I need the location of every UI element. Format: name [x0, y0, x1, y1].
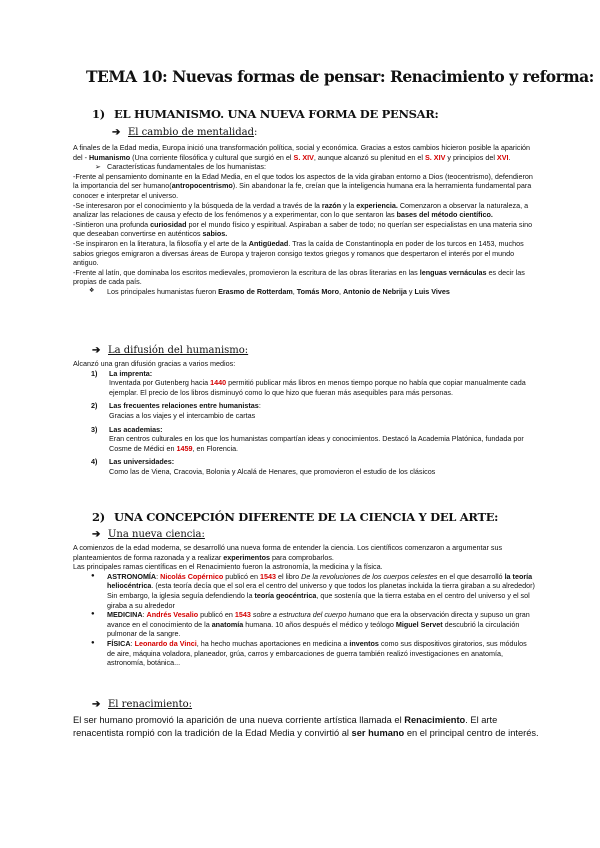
paragraph: A comienzos de la edad moderna, se desarrolló una nueva forma de entender la ciencia. Los científicos comenzaron a argumentar sus planteamientos de forma razonada y a realizar experimentos para comprobarlos. [73, 543, 503, 562]
page-title: TEMA 10: Nuevas formas de pensar: Renacimiento y reforma: [86, 67, 594, 86]
paragraph: -Frente al latín, que dominaba los escritos medievales, promovieron la escritura de las obras literarias en las lenguas vernáculas es decir las propias de cada país. [73, 267, 525, 287]
paragraph: -Se inspiraron en la literatura, la filosofía y el arte de la Antigüedad. Tras la caída de Constantinopla en poder de los turcos en 1453, muchos sabios griegos emigraron a diversas áreas de Europa y trajeron consigo textos griegos y romanos que despertaron el interés por el mundo antiguo. [73, 238, 524, 268]
paragraph: El ser humano promovió la aparición de una nueva corriente artística llamada el Renacimiento. El arte renacentista rompió con la tradición de la Edad Media y convirtió al ser humano en el principal centro de interés. [73, 715, 539, 738]
subheading-text: La difusión del humanismo: [108, 345, 249, 356]
list-heading: ➢ Características fundamentales de los humanistas: [95, 162, 267, 172]
paragraph: Las principales ramas científicas en el Renacimiento fueron la astronomía, la medicina y la física. [73, 562, 383, 572]
section-1-body [73, 143, 535, 297]
section-2-body [73, 543, 535, 668]
subheading-difusion [92, 346, 248, 356]
paragraph: Alcanzó una gran difusión gracias a varios medios: [73, 359, 236, 368]
list-item: 4) Las universidades: Como las de Viena, Cracovia, Bolonia y Alcalá de Henares, que promovieron el estudio de los clásicos [91, 457, 436, 476]
list-item: 2) Las frecuentes relaciones entre humanistas: Gracias a los viajes y el intercambio de cartas [91, 401, 261, 420]
subheading-text: El renacimiento: [108, 699, 193, 710]
list-item: ● MEDICINA: Andrés Vesalio publicó en 1543 sobre a estructura del cuerpo humano que era la observación directa y supuso un gran avance en el conocimiento de la anatomía humana. 10 años después el médico y teólogo Miguel Servet descubrió la circulación pulmonar de la sangre. [91, 610, 530, 639]
subheading-text: Una nueva ciencia: [108, 529, 205, 540]
paragraph: A finales de la Edad media, Europa inició una transformación política, social y económica. Gracias a estos cambios hicieron posible la aparición del - Humanismo (Una corriente filosófica y cultural que surgió en el S. XIV, aunque alcanzó su plenitud en el S. XIV y principios del XVI. [73, 143, 531, 162]
subheading-ciencia [92, 530, 205, 540]
subheading-text: El cambio de mentalidad [128, 127, 255, 138]
section-title: EL HUMANISMO. UNA NUEVA FORMA DE PENSAR: [114, 107, 439, 121]
paragraph: -Se interesaron por el conocimiento y la búsqueda de la verdad a través de la razón y la experiencia. Comenzaron a observar la naturaleza, a analizar las relaciones de causa y efecto de los fenómenos y a experimentar, con lo que sentaron las bases del método científico. [73, 200, 529, 220]
arrow-icon: ➔ [92, 529, 101, 540]
section-number: 1) [92, 107, 105, 121]
arrowhead-icon: ➢ [95, 162, 102, 172]
arrow-icon: ➔ [92, 345, 101, 356]
arrow-icon: ➔ [92, 699, 101, 710]
subheading-cambio: ➔ El cambio de mentalidad: [112, 127, 258, 138]
diamond-bullet-icon: ❖ [89, 287, 95, 294]
arrow-icon: ➔ [112, 127, 121, 138]
paragraph: -Sintieron una profunda curiosidad por el mundo físico y espiritual. Aspiraban a saber de todo; no querían ser especialistas en una materia sino que deseaban convertirse en auténticos sabios. [73, 219, 533, 239]
difusion-body [73, 359, 535, 477]
humanists-line: ❖ Los principales humanistas fueron Erasmo de Rotterdam, Tomás Moro, Antonio de Nebrija y Luis Vives [89, 286, 450, 296]
section-number: 2) [92, 510, 105, 524]
list-item: ● ASTRONOMÍA: Nicolás Copérnico publicó en 1543 el libro De la revoluciones de los cuerpos celestes en el que desarrolló la teoría heliocéntrica. (esta teoría decía que el sol era el centro del universo y que todos los planetas incluida la tierra giraban a su alrededor) Sin embargo, la iglesia seguía defendiendo la teoría geocéntrica, que sostenía que la tierra estaba en el centro del universo y el sol giraba a su alrededor [91, 571, 535, 610]
bullet-icon: ● [91, 639, 95, 646]
list-item: ● FÍSICA: Leonardo da Vinci, ha hecho muchas aportaciones en medicina a inventos como sus dispositivos giratorios, sus módulos de aire, máquina voladora, planeador, grúa, carros y embarcaciones de guerra también realizó investigaciones en anatomía, astronomía, botánica... [91, 638, 527, 668]
list-item: 1) La imprenta: Inventada por Gutenberg hacia 1440 permitió publicar más libros en menos tiempo porque no había que copiar manualmente cada ejemplar. El precio de los libros disminuyó como lo que hizo que fueran más asequibles para más personas. [91, 368, 526, 397]
section-1-heading [92, 107, 439, 121]
renacimiento-body [73, 714, 539, 739]
bullet-icon: ● [91, 572, 95, 579]
subheading-renacimiento [92, 700, 192, 710]
section-title: UNA CONCEPCIÓN DIFERENTE DE LA CIENCIA Y DEL ARTE: [114, 510, 499, 524]
paragraph: -Frente al pensamiento dominante en la Edad Media, en el que todos los aspectos de la vida giraban entorno a Dios (teocentrismo), defendieron la importancia del ser humano(antropocentrismo). Sin abandonar la fe, creían que la inteligencia humana era la herramienta fundamental para conocer e interpretar el universo. [73, 171, 533, 200]
section-2-heading [92, 510, 499, 524]
bullet-icon: ● [91, 611, 95, 618]
list-item: 3) Las academias: Eran centros culturales en los que los humanistas compartían ideas y conocimientos. Destacó la Academia Platónica, fundada por Cosme de Médici en 1459, en Florencia. [91, 424, 524, 453]
